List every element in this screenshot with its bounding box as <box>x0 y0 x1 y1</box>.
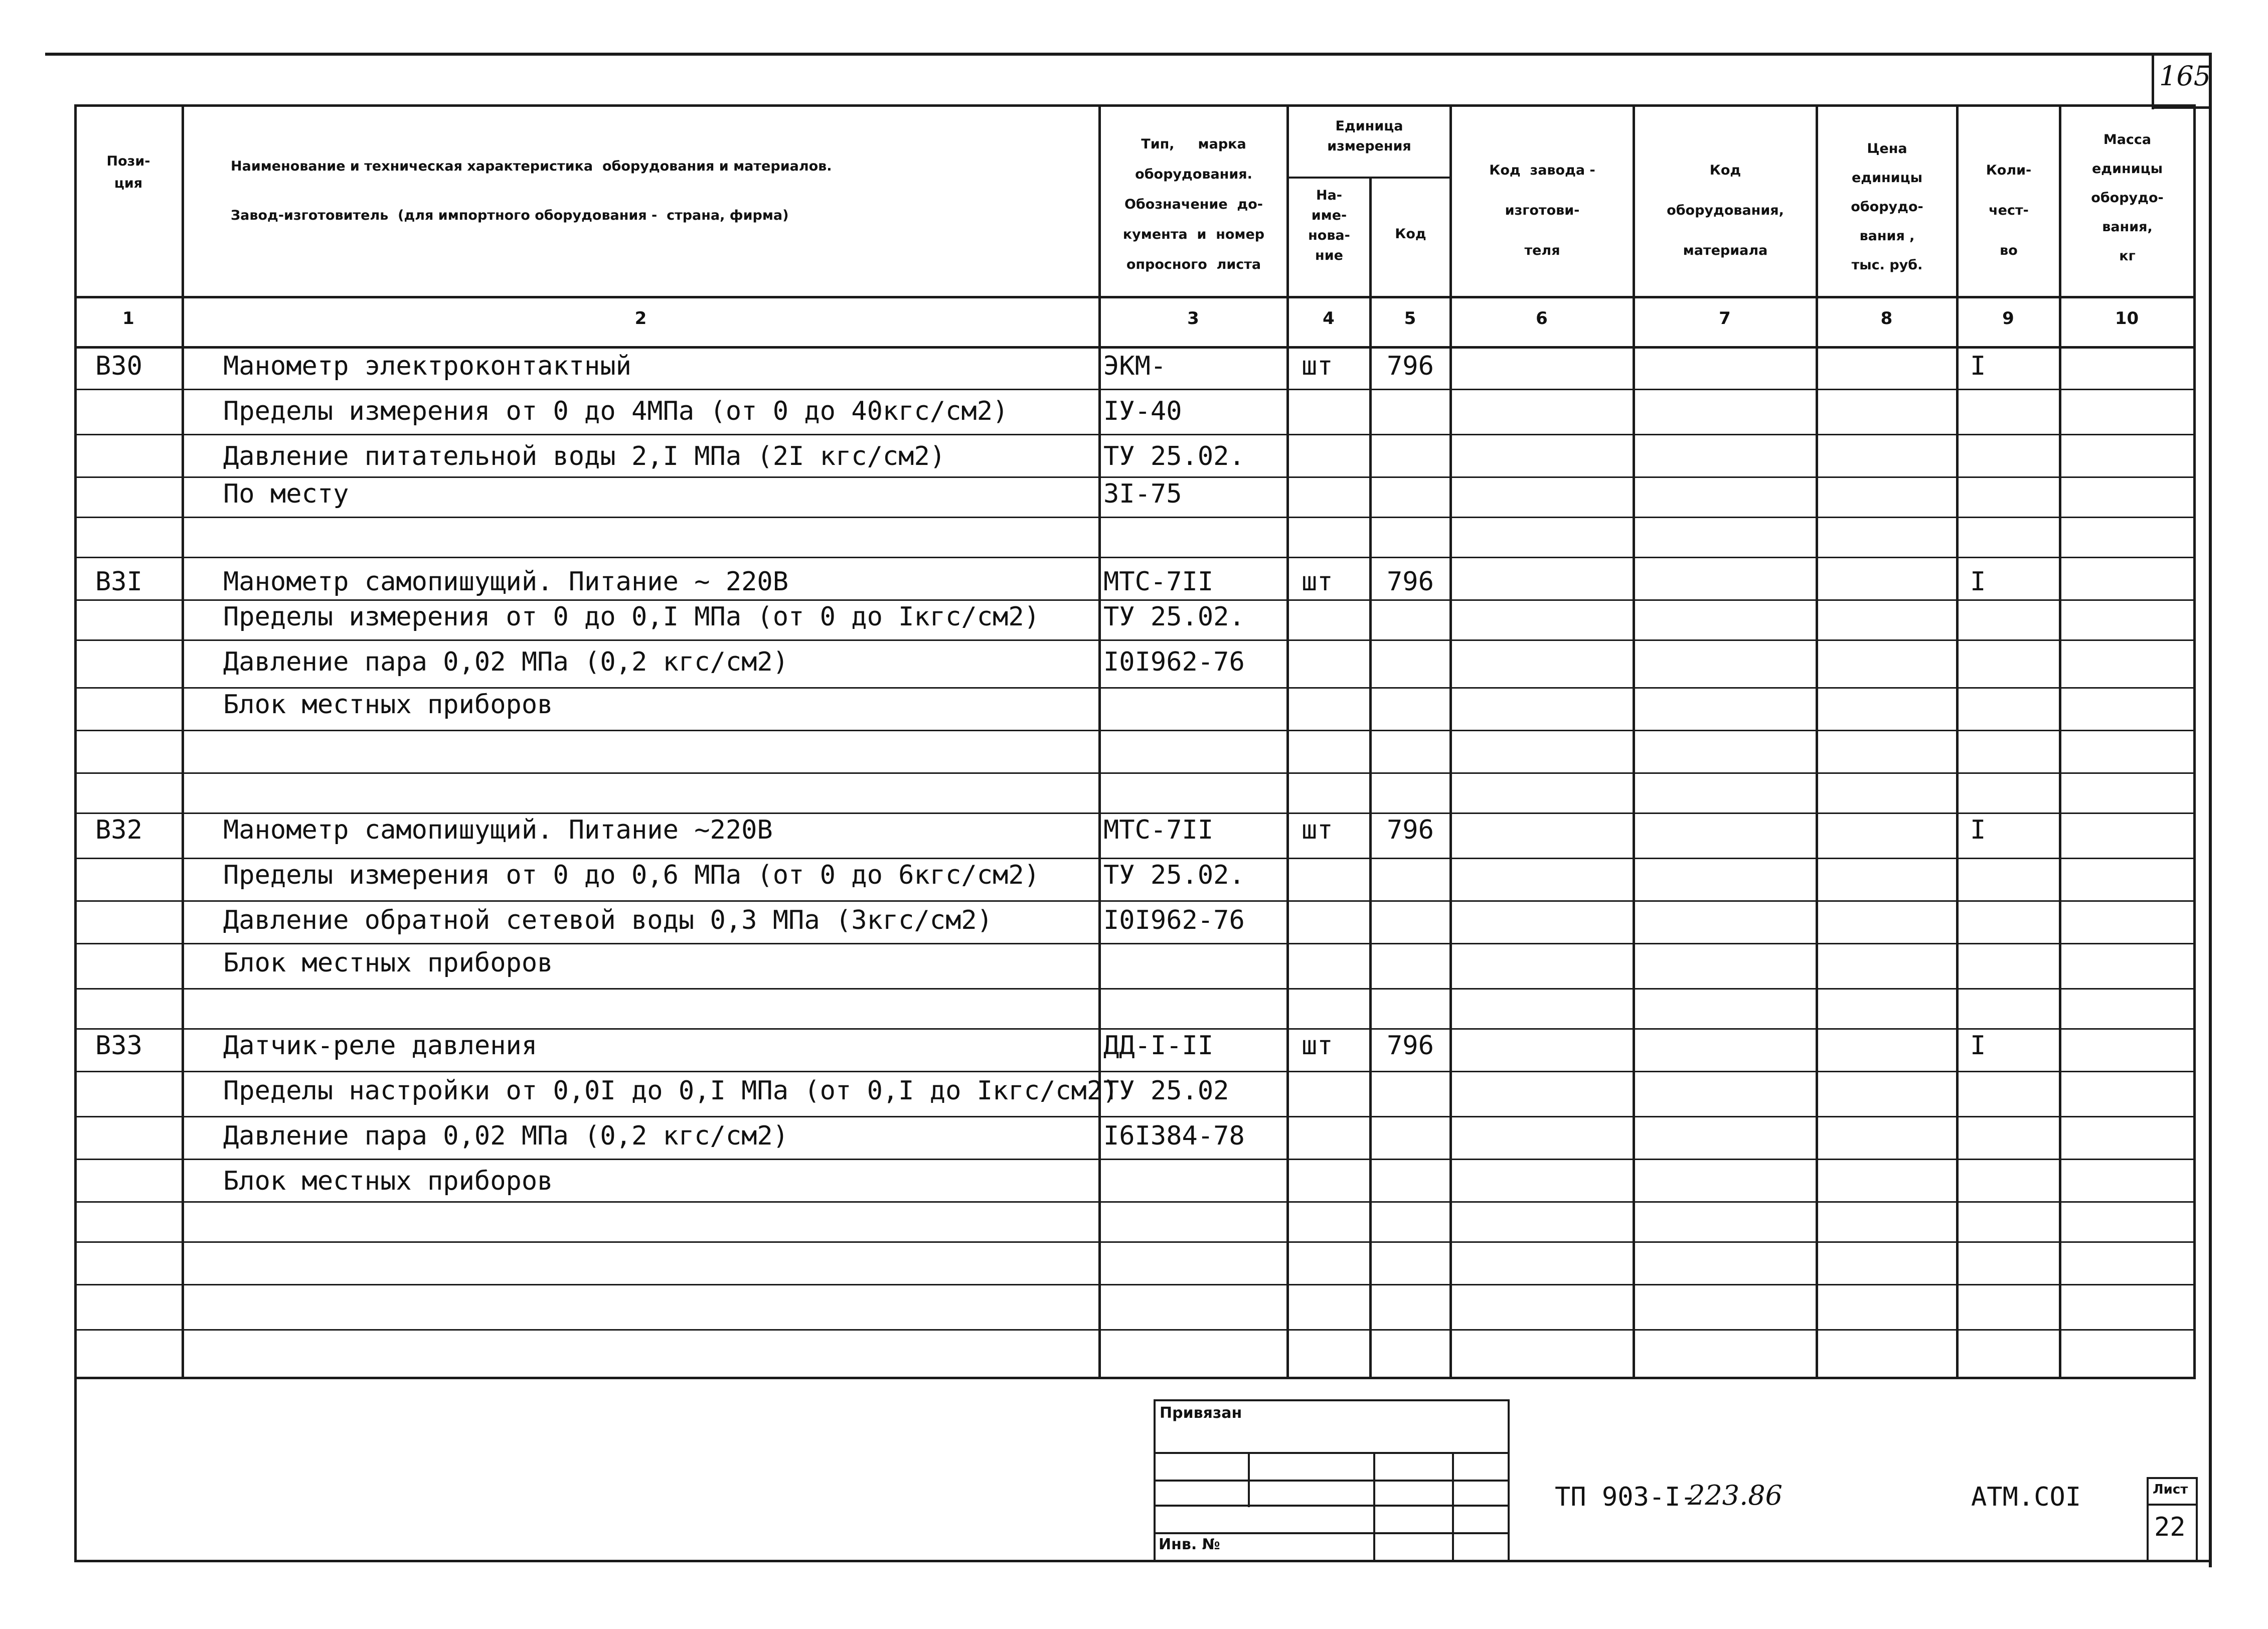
col-line-5 <box>1449 104 1452 1379</box>
item-unit: шт <box>1302 351 1333 381</box>
row-separator <box>74 1329 2196 1331</box>
column-number-8: 8 <box>1880 308 1893 329</box>
item-type: ДД-I-II <box>1103 1031 1214 1061</box>
table-bottom <box>74 1377 2196 1379</box>
corner-box-left <box>2152 54 2154 109</box>
row-separator <box>74 1071 2196 1072</box>
header-name-line2: Завод-изготовитель (для импортного оборудования - страна, фирма) <box>231 208 789 223</box>
stamp-col-1 <box>1248 1452 1250 1507</box>
col-line-9 <box>2059 104 2061 1379</box>
row-separator <box>74 943 2196 944</box>
unit-group-divider <box>1286 177 1452 179</box>
item-type: I0I962-76 <box>1103 905 1245 935</box>
sheet-label: Лист <box>2153 1482 2188 1497</box>
header-price: Цена единицы оборудо- вания , тыс. руб. <box>1851 141 1923 273</box>
item-type: 3I-75 <box>1103 479 1182 509</box>
row-separator <box>74 1159 2196 1160</box>
header-position: Пози- ция <box>106 153 150 191</box>
column-number-10: 10 <box>2115 308 2139 329</box>
item-quantity: I <box>1970 351 1986 381</box>
stamp-row-3 <box>1154 1505 1510 1507</box>
stamp-top <box>1154 1399 1510 1401</box>
item-name: Манометр самопишущий. Питание ~220В <box>223 815 773 845</box>
item-name: Блок местных приборов <box>223 948 553 978</box>
header-unit-name: На- име- нова- ние <box>1308 188 1350 263</box>
item-type: ТУ 25.02 <box>1103 1076 1229 1106</box>
sheet-box-left <box>2147 1477 2149 1562</box>
stamp-col-3 <box>1452 1452 1454 1560</box>
top-frame-line <box>45 53 2212 56</box>
col-line-6 <box>1633 104 1635 1379</box>
table-top <box>74 104 2196 107</box>
corner-sheet-number: 165 <box>2159 60 2211 92</box>
document-code-prefix: ТП 903-I- <box>1555 1482 1696 1512</box>
item-unit: шт <box>1302 567 1333 597</box>
item-name: Манометр электроконтактный <box>223 351 631 381</box>
row-separator <box>74 1116 2196 1117</box>
column-number-1: 1 <box>122 308 134 329</box>
frame-right-line <box>2209 53 2212 1567</box>
header-equipment-code: Код оборудования, материала <box>1667 162 1784 258</box>
row-separator <box>74 812 2196 814</box>
item-name: Пределы настройки от 0,0I до 0,I МПа (от 0,I до Iкгс/см2) <box>223 1076 1118 1106</box>
column-number-4: 4 <box>1323 308 1335 329</box>
stamp-privyazan: Привязан <box>1160 1404 1242 1422</box>
item-quantity: I <box>1970 1031 1986 1061</box>
stamp-row-2 <box>1154 1480 1510 1482</box>
row-separator <box>74 858 2196 859</box>
column-number-7: 7 <box>1719 308 1731 329</box>
column-number-3: 3 <box>1187 308 1199 329</box>
item-quantity: I <box>1970 567 1986 597</box>
item-name: Манометр самопишущий. Питание ~ 220В <box>223 567 789 597</box>
header-bottom <box>74 296 2196 298</box>
header-quantity: Коли- чест- во <box>1986 162 2032 258</box>
sheet-box-top <box>2147 1477 2197 1479</box>
item-type: ЭКМ- <box>1103 351 1167 381</box>
item-position: В3I <box>95 567 142 597</box>
row-separator <box>74 434 2196 435</box>
item-unit-code: 796 <box>1387 1031 1434 1061</box>
stamp-inv: Инв. № <box>1159 1536 1220 1553</box>
col-line-2 <box>1098 104 1101 1379</box>
row-separator <box>74 1241 2196 1243</box>
item-unit-code: 796 <box>1387 567 1434 597</box>
item-name: Давление питательной воды 2,I МПа (2I кгс/см2) <box>223 441 946 471</box>
sheet-box-mid <box>2147 1504 2197 1506</box>
row-separator <box>74 1284 2196 1285</box>
item-type: I6I384-78 <box>1103 1121 1245 1151</box>
item-name: Давление обратной сетевой воды 0,3 МПа (3кгс/см2) <box>223 905 993 935</box>
item-type: IУ-40 <box>1103 396 1182 426</box>
item-type: МТС-7II <box>1103 815 1214 845</box>
item-type: ТУ 25.02. <box>1103 602 1245 632</box>
col-line-7 <box>1816 104 1818 1379</box>
item-type: ТУ 25.02. <box>1103 860 1245 890</box>
row-separator <box>74 687 2196 689</box>
item-name: Давление пара 0,02 МПа (0,2 кгс/см2) <box>223 1121 789 1151</box>
row-separator <box>74 900 2196 902</box>
row-separator <box>74 599 2196 601</box>
col-line-10 <box>2193 104 2196 1379</box>
header-factory-code: Код завода - изготови- теля <box>1489 162 1595 258</box>
row-separator <box>74 772 2196 774</box>
item-quantity: I <box>1970 815 1986 845</box>
item-name: Пределы измерения от 0 до 4МПа (от 0 до 40кгс/см2) <box>223 396 1009 426</box>
item-unit: шт <box>1302 1031 1333 1061</box>
header-name-line1: Наименование и техническая характеристика оборудования и материалов. <box>231 158 832 174</box>
item-unit-code: 796 <box>1387 351 1434 381</box>
column-number-9: 9 <box>2002 308 2014 329</box>
header-mass: Масса единицы оборудо- вания, кг <box>2091 132 2164 264</box>
stamp-row-4 <box>1154 1532 1510 1534</box>
column-number-5: 5 <box>1404 308 1416 329</box>
col-line-4 <box>1369 177 1372 1379</box>
document-code-number: 223.86 <box>1688 1480 1783 1511</box>
column-number-6: 6 <box>1536 308 1548 329</box>
column-number-2: 2 <box>634 308 647 329</box>
header-type: Тип, марка оборудования. Обозначение до- кумента и номер опросного листа <box>1122 136 1265 272</box>
stamp-row-1 <box>1154 1452 1510 1454</box>
row-separator <box>74 476 2196 478</box>
col-line-3 <box>1286 104 1289 1379</box>
item-name: По месту <box>223 479 349 509</box>
item-position: В30 <box>95 351 142 381</box>
sheet-box-right <box>2196 1477 2198 1562</box>
item-unit-code: 796 <box>1387 815 1434 845</box>
item-type: ТУ 25.02. <box>1103 441 1245 471</box>
row-separator <box>74 1028 2196 1030</box>
item-type: МТС-7II <box>1103 567 1214 597</box>
col-line-8 <box>1956 104 1959 1379</box>
item-name: Блок местных приборов <box>223 690 553 720</box>
row-separator <box>74 557 2196 558</box>
row-separator <box>74 1201 2196 1203</box>
document-mark: АТМ.СОI <box>1971 1482 2081 1512</box>
item-name: Давление пара 0,02 МПа (0,2 кгс/см2) <box>223 647 789 677</box>
item-name: Датчик-реле давления <box>223 1031 538 1061</box>
row-separator <box>74 389 2196 390</box>
header-unit: Единица измерения <box>1327 118 1411 154</box>
row-separator <box>74 988 2196 990</box>
stamp-col-2 <box>1373 1452 1375 1560</box>
page-bottom <box>74 1560 2212 1562</box>
item-unit: шт <box>1302 815 1333 845</box>
item-type: I0I962-76 <box>1103 647 1245 677</box>
row-separator <box>74 639 2196 641</box>
item-position: В32 <box>95 815 142 845</box>
header-unit-code: Код <box>1395 226 1426 242</box>
row-separator <box>74 517 2196 518</box>
colnum-bottom <box>74 346 2196 349</box>
item-name: Пределы измерения от 0 до 0,I МПа (от 0 до Iкгс/см2) <box>223 602 1040 632</box>
row-separator <box>74 730 2196 731</box>
item-name: Блок местных приборов <box>223 1166 553 1196</box>
col-line-1 <box>182 104 184 1379</box>
item-position: В33 <box>95 1031 142 1061</box>
item-name: Пределы измерения от 0 до 0,6 МПа (от 0 до 6кгс/см2) <box>223 860 1040 890</box>
sheet-number: 22 <box>2154 1512 2186 1542</box>
